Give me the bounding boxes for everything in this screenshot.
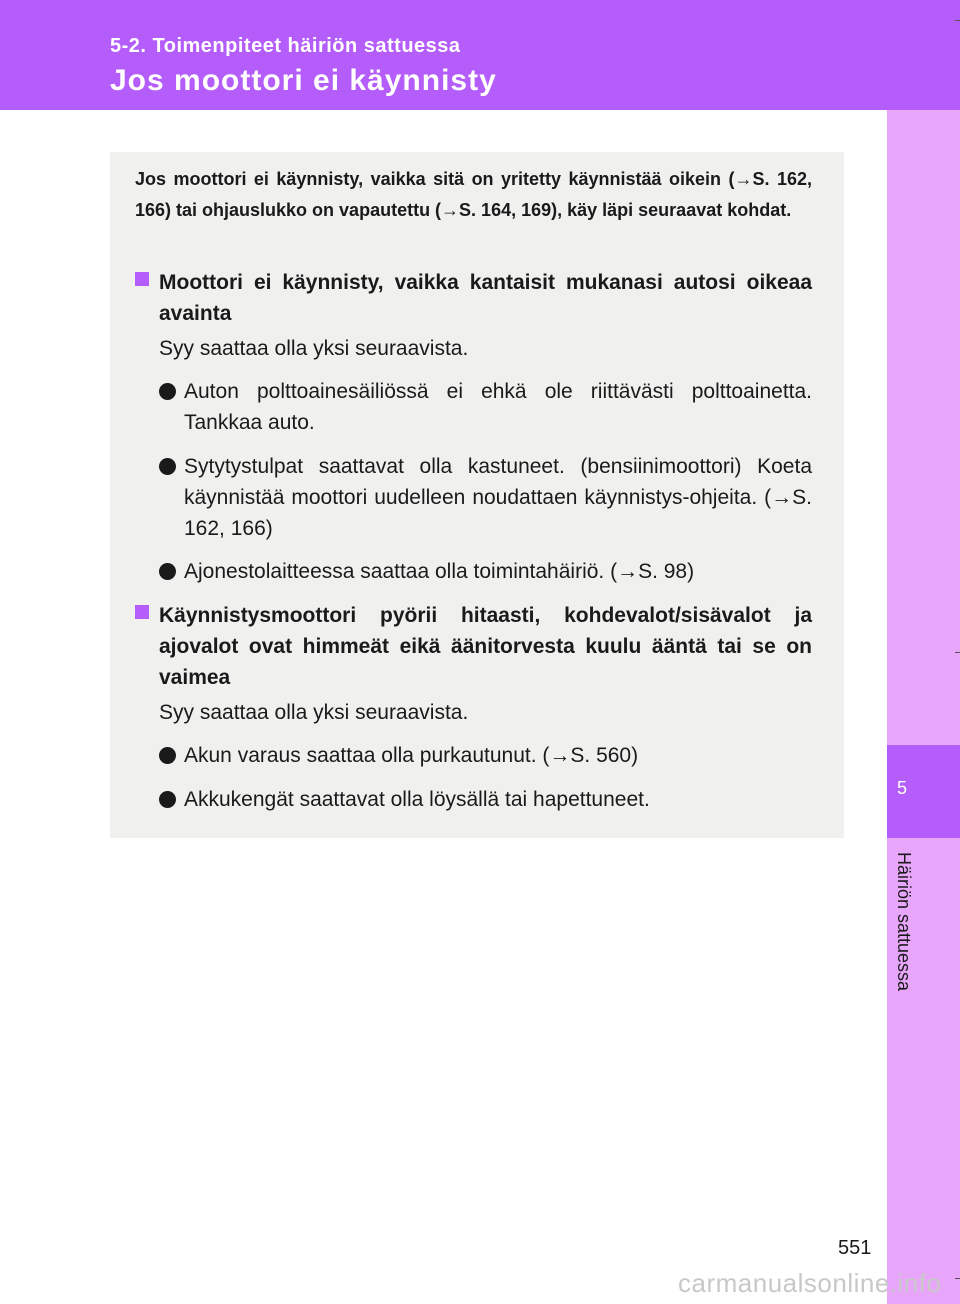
cause-intro: Syy saattaa olla yksi seuraavista. <box>159 337 469 360</box>
list-item <box>159 451 812 544</box>
list-item <box>159 376 812 438</box>
item-heading-block <box>135 267 812 329</box>
chapter-header <box>0 0 960 110</box>
crop-mark <box>955 652 960 653</box>
list-item-text: Ajonestolaitteessa saattaa olla toimintahäiriö. (→S. 98) <box>184 560 695 583</box>
list-item <box>159 556 812 587</box>
chapter-number: 5 <box>896 778 907 798</box>
bullet-dot-icon <box>159 383 176 400</box>
list-item <box>159 784 812 815</box>
page-title: Jos moottori ei käynnisty <box>110 64 497 97</box>
chapter-side-tab <box>887 110 960 1304</box>
page-number: 551 <box>838 1237 872 1259</box>
item-heading: Moottori ei käynnisty, vaikka kantaisit mukanasi autosi oikeaa avainta <box>159 271 812 325</box>
list-item-text: Akun varaus saattaa olla purkautunut. (→S. 560) <box>184 744 639 767</box>
bullet-dot-icon <box>159 791 176 808</box>
bullet-dot-icon <box>159 458 176 475</box>
crop-mark <box>955 20 960 21</box>
bullet-dot-icon <box>159 747 176 764</box>
section-label: 5-2. Toimenpiteet häiriön sattuessa <box>110 35 461 57</box>
square-bullet-icon <box>135 272 149 286</box>
intro-paragraph: Jos moottori ei käynnisty, vaikka sitä on yritetty käynnistää oikein (→S. 162, 166) tai ohjauslukko on vapautettu (→S. 164, 169), käy läpi seuraavat kohdat. <box>135 169 812 220</box>
list-item <box>159 740 812 771</box>
list-item-text: Akkukengät saattavat olla löysällä tai hapettuneet. <box>184 788 650 811</box>
item-heading-block <box>135 600 812 693</box>
watermark: carmanualsonline.info <box>678 1268 942 1298</box>
crop-mark <box>955 1278 960 1279</box>
item-heading: Käynnistysmoottori pyörii hitaasti, kohdevalot/sisävalot ja ajovalot ovat himmeät eikä äänitorvesta kuulu ääntä tai se on vaimea <box>159 604 812 689</box>
chapter-label: Häiriön sattuessa <box>894 852 914 992</box>
list-item-text: Sytytystulpat saattavat olla kastuneet. (bensiinimoottori) Koeta käynnistää moottori uudelleen noudattaen käynnistys-ohjeita. (→S. 162, 166) <box>184 455 812 540</box>
list-item-text: Auton polttoainesäiliössä ei ehkä ole riittävästi polttoainetta. Tankkaa auto. <box>184 380 812 434</box>
bullet-dot-icon <box>159 563 176 580</box>
cause-intro: Syy saattaa olla yksi seuraavista. <box>159 701 469 724</box>
square-bullet-icon <box>135 605 149 619</box>
